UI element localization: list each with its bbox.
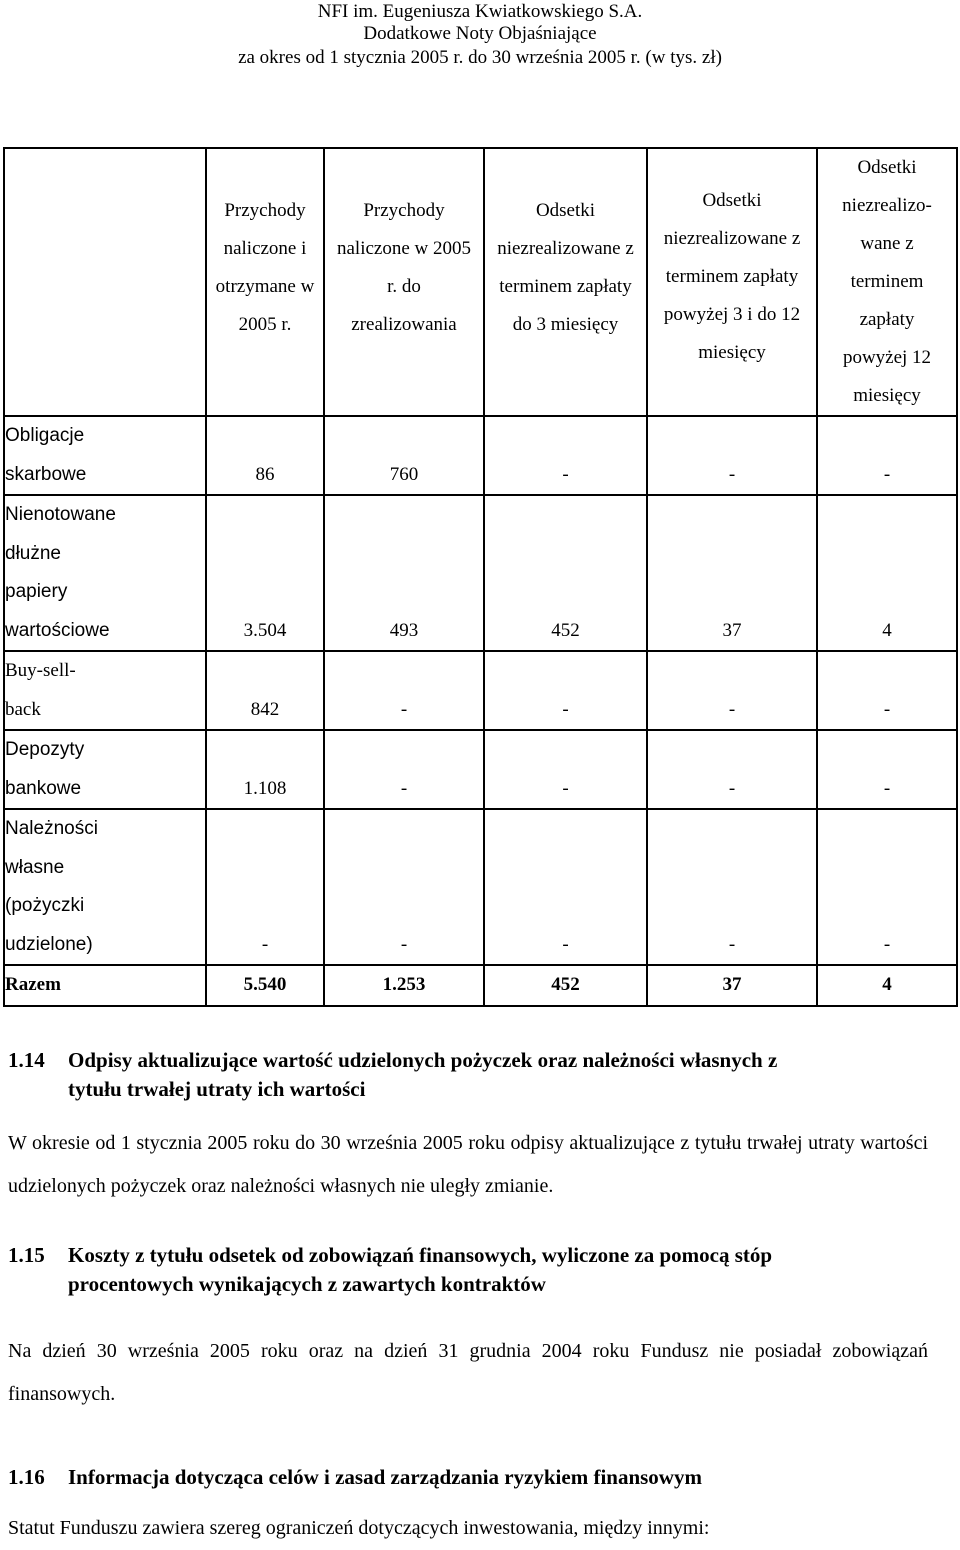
table-cell: -	[324, 809, 484, 965]
table-row	[4, 495, 957, 651]
col-header-5: Odsetki niezrealizo- wane z terminem zapłaty powyżej 12 miesięcy	[817, 148, 957, 416]
table-cell: -	[817, 809, 957, 965]
row-label-obligacje: Obligacje skarbowe	[4, 416, 206, 495]
table-cell: 3.504	[206, 495, 324, 651]
table-cell: 452	[484, 495, 647, 651]
col-header-3: Odsetki niezrealizowane z terminem zapłaty do 3 miesięcy	[484, 148, 647, 416]
table-cell: 37	[647, 965, 817, 1006]
table-cell: 493	[324, 495, 484, 651]
section-heading-1-16: 1.16 Informacja dotycząca celów i zasad zarządzania ryzykiem finansowym	[8, 1465, 702, 1489]
row-label-naleznosci: Należności własne (pożyczki udzielone)	[4, 809, 206, 965]
section-text-1-14: W okresie od 1 stycznia 2005 roku do 30 września 2005 roku odpisy aktualizujące z tytułu trwałej utraty wartości udzielonych pożyczek oraz należności własnych nie uległy zmianie.	[8, 1132, 928, 1197]
table-header-row	[4, 148, 957, 416]
section-heading-1-14: 1.14 Odpisy aktualizujące wartość udzielonych pożyczek oraz należności własnych z tytułu trwałej utraty ich wartości	[8, 1048, 778, 1101]
header-line-1: NFI im. Eugeniusza Kwiatkowskiego S.A.	[317, 1, 643, 22]
header-empty-cell	[4, 148, 206, 416]
table-cell: 37	[647, 495, 817, 651]
table-cell: 760	[324, 416, 484, 495]
table-cell: 1.253	[324, 965, 484, 1006]
table-cell: -	[647, 730, 817, 809]
table-cell: 842	[206, 651, 324, 730]
table-cell: 1.108	[206, 730, 324, 809]
table-cell: -	[324, 730, 484, 809]
col-header-1: Przychody naliczone i otrzymane w 2005 r.	[206, 148, 324, 416]
header-line-2: Dodatkowe Noty Objaśniające	[363, 23, 597, 44]
table-cell: -	[647, 809, 817, 965]
table-cell: -	[484, 730, 647, 809]
table-total-row	[4, 965, 957, 1006]
table-cell: -	[206, 809, 324, 965]
row-label-buy-sell-back: Buy-sell- back	[4, 651, 206, 730]
table-cell: -	[324, 651, 484, 730]
income-table	[3, 147, 958, 1007]
table-cell: -	[484, 809, 647, 965]
table-row	[4, 730, 957, 809]
table-row	[4, 651, 957, 730]
table-cell: 5.540	[206, 965, 324, 1006]
table-cell: -	[647, 416, 817, 495]
table-cell: 4	[817, 965, 957, 1006]
table-row	[4, 809, 957, 965]
table-cell: 452	[484, 965, 647, 1006]
table-cell: 4	[817, 495, 957, 651]
col-header-2: Przychody naliczone w 2005 r. do zrealizowania	[324, 148, 484, 416]
table-cell: -	[817, 651, 957, 730]
row-label-papiery: Nienotowane dłużne papiery wartościowe	[4, 495, 206, 651]
table-row	[4, 416, 957, 495]
header-line-3: za okres od 1 stycznia 2005 r. do 30 września 2005 r. (w tys. zł)	[238, 47, 722, 68]
col-header-4: Odsetki niezrealizowane z terminem zapłaty powyżej 3 i do 12 miesięcy	[647, 148, 817, 416]
row-label-depozyty: Depozyty bankowe	[4, 730, 206, 809]
section-text-1-16: Statut Funduszu zawiera szereg ograniczeń dotyczących inwestowania, między innymi:	[8, 1517, 710, 1539]
table-cell: -	[484, 416, 647, 495]
row-label-razem: Razem	[4, 965, 206, 1006]
section-heading-1-15: 1.15 Koszty z tytułu odsetek od zobowiązań finansowych, wyliczone za pomocą stóp procentowych wynikających z zawartych kontraktów	[8, 1243, 773, 1296]
table-cell: -	[484, 651, 647, 730]
table-cell: -	[647, 651, 817, 730]
table-cell: -	[817, 730, 957, 809]
table-cell: -	[817, 416, 957, 495]
section-text-1-15: Na dzień 30 września 2005 roku oraz na dzień 31 grudnia 2004 roku Fundusz nie posiadał zobowiązań finansowych.	[8, 1340, 928, 1405]
table-cell: 86	[206, 416, 324, 495]
